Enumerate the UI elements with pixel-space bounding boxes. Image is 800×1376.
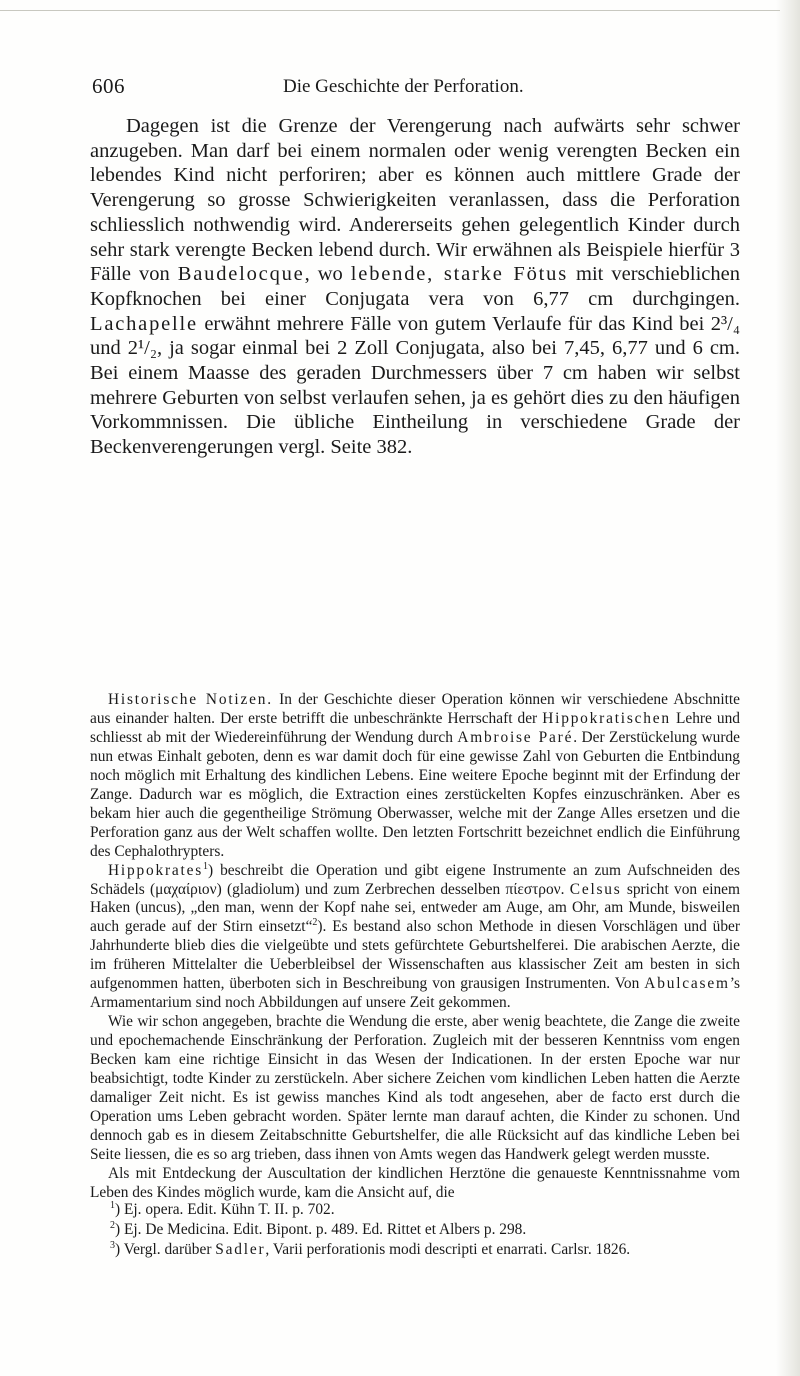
paragraph-verengerung: Dagegen ist die Grenze der Verengerung nach aufwärts sehr schwer anzugeben. Man darf bei einem normalen oder wenig verengten Becken ein lebendes Kind nicht perforiren; aber es können auch mittlere Grade der Verengerung so grosse Schwierigkeiten veranlassen, dass die Perforation schliesslich nothwendig wird. Andererseits gehen gelegentlich Kinder durch sehr stark verengte Becken lebend durch. Wir erwähnen als Beispiele hierfür 3 Fälle von Baudelocque, wo lebende, starke Fötus mit verschieblichen Kopfknochen bei einer Conjugata vera von 6,77 cm durchgingen. Lachapelle erwähnt mehrere Fälle von gutem Verlaufe für das Kind bei 2³/₄ und 2¹/₂, ja sogar einmal bei 2 Zoll Conjugata, also bei 7,45, 6,77 und 6 cm. Bei einem Maasse des geraden Durchmessers über 7 cm haben wir selbst mehrere Geburten von selbst verlaufen sehen, ja es gehört dies zu den häufigen Vorkommnissen. Die übliche Eintheilung in verschiedene Grade der Beckenverengerungen vergl. Seite 382. <box>90 115 740 459</box>
main-paragraph <box>90 114 740 460</box>
paragraph-auscultation: Als mit Entdeckung der Auscultation der kindlichen Herztöne die genaueste Kenntnissnahme vom Leben des Kindes möglich wurde, kam die Ansicht auf, die <box>90 1164 740 1201</box>
author-name: Sadler <box>215 1240 266 1258</box>
author-name: Ambroise Paré <box>457 728 574 746</box>
footnote-3: $^3$) Vergl. darüber Sadler, Varii perforationis modi descripti et enarrati. Carlsr. 1826. <box>110 1239 631 1258</box>
author-name: Abulcasem <box>644 975 730 993</box>
footnote-ref: 1 <box>203 860 209 872</box>
author-name: Hippokratischen <box>542 709 671 727</box>
paragraph-wendung-zange: Wie wir schon angegeben, brachte die Wendung die erste, aber wenig beachtete, die Zange die zweite und epochemachende Einschränkung der Perforation. Zugleich mit der besseren Kenntniss vom engen Becken kam eine richtige Einsicht in das Wesen der Indicationen. In der ersten Epoche war nur beabsichtigt, todte Kinder zu zerstückeln. Aber sichere Zeichen vom kindlichen Leben hatten die Aerzte damaliger Zeit nicht. Es ist gewiss manches Kind als todt angesehen, aber de facto erst durch die Operation ums Leben gebracht worden. Später lernte man darauf achten, die Kinder zu schonen. Und dennoch gab es in diesem Zeitabschnitte Geburtshelfer, die alle Rücksicht auf das kindliche Leben bei Seite liessen, die es so arg trieben, dass ihnen von Amts wegen das Handwerk gelegt werden musste. <box>90 1013 740 1163</box>
paragraph-hippokrates: Hippokrates$^1$) beschreibt die Operation und gibt eigene Instrumente an zum Aufschneiden des Schädels (μαχαίριον) (gladiolum) und zum Zerbrechen desselben πίεστρον. Celsus spricht von einem Haken (uncus), „den man, wenn der Kopf nahe sei, entweder am Auge, am Ohr, am Munde, bisweilen auch gerade auf der Stirn einsetzt“$^2$). Es bestand also schon Methode in diesen Vorschlägen und über Jahrhunderte blieb dies die vielgeübte und stets gefürchtete Geburtshelferei. Die arabischen Aerzte, die im früheren Mittelalter die Ueberbleibsel der Wissenschaften aus klassischer Zeit am besten in sich aufgenommen hatten, überboten sich in Beschreibung von grausigen Instrumenten. Von Abulcasem’s Armamentarium sind noch Abbildungen auf unsere Zeit gekommen. <box>90 860 741 1012</box>
author-name: Hippokrates <box>108 861 204 879</box>
footnote-2: $^2$) Ej. De Medicina. Edit. Bipont. p. 489. Ed. Rittet et Albers p. 298. <box>110 1219 527 1238</box>
emphasis: lebende, starke Fötus <box>350 263 568 286</box>
footnote-mark: 3 <box>110 1239 115 1251</box>
footnote-1: $^1$) Ej. opera. Edit. Kühn T. II. p. 702. <box>110 1199 335 1218</box>
section-lead: Historische Notizen. <box>108 691 273 708</box>
top-page-edge <box>0 10 780 11</box>
author-name: Lachapelle <box>90 312 198 335</box>
author-name: Celsus <box>569 880 622 898</box>
running-header <box>92 74 732 104</box>
running-title: Die Geschichte der Perforation. <box>283 76 524 97</box>
footnote-mark: 2 <box>110 1219 115 1231</box>
paragraph-historische-notizen: Historische Notizen. In der Geschichte dieser Operation können wir verschiedene Abschnitte aus einander halten. Der erste betrifft die unbeschränkte Herrschaft der Hippokratischen Lehre und schliesst ab mit der Wiedereinführung der Wendung durch Ambroise Paré. Der Zerstückelung wurde nun etwas Einhalt geboten, denn es war damit doch für eine gewisse Zahl von Geburten die Entbindung noch möglich mit Erhaltung des kindlichen Lebens. Eine weitere Epoche beginnt mit der Erfindung der Zange. Dadurch war es möglich, die Extraction eines zerstückelten Kopfes einzuschränken. Aber es bekam hier auch die gegentheilige Strömung Oberwasser, welche mit der Zange Alles ersetzen und die Perforation ganz aus der Welt schaffen wollte. Den letzten Fortschritt bezeichnet endlich die Einführung des Cephalothrypters. <box>90 691 740 860</box>
footnote-ref: 2 <box>312 917 318 929</box>
footnote-mark: 1 <box>110 1199 115 1211</box>
author-name: Baudelocque <box>177 263 305 286</box>
page-number: 606 <box>92 74 125 98</box>
historical-notes <box>90 691 740 1203</box>
page-edge-shadow <box>776 0 800 1376</box>
footnotes <box>90 1200 740 1259</box>
